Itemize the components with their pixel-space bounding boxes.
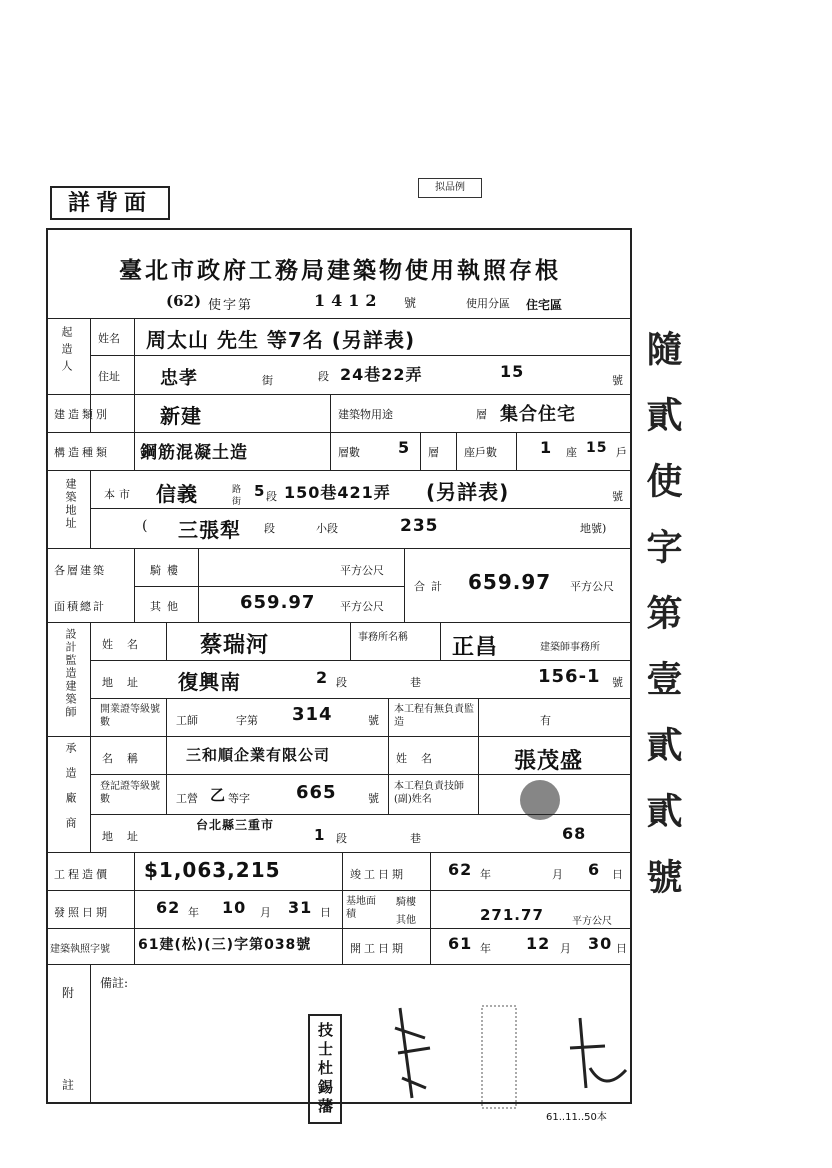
rule [48, 736, 632, 737]
site-lane-value: 150巷421弄 [284, 483, 391, 502]
area-arcade: 騎樓 [150, 564, 184, 577]
permit-word: 使字第 [208, 298, 254, 313]
contractor-name-value: 三和順企業有限公司 [186, 746, 331, 764]
issue-label: 發照日期 [54, 906, 110, 919]
rule [404, 548, 405, 622]
rule [134, 586, 404, 587]
architect-license-value: 314 [292, 704, 333, 725]
floors-unit: 層 [428, 446, 439, 459]
rule [134, 394, 135, 470]
permit-number: 1412 [314, 291, 383, 310]
architect-section-value: 2 [316, 668, 329, 687]
site-area-value: 271.77 [480, 906, 544, 924]
site-road: 路 [232, 485, 242, 495]
rule [166, 736, 167, 814]
applicant-name-value: 周太山 先生 等7名 (另詳表) [146, 328, 416, 352]
area-total-value: 659.97 [468, 570, 552, 594]
start-m: 月 [560, 942, 571, 955]
rule [330, 394, 331, 470]
site-note: (另詳表) [426, 480, 510, 504]
rule [342, 852, 343, 964]
floors-value: 5 [398, 438, 411, 457]
site-area-label: 基地面積 [346, 896, 376, 920]
signature-marks [390, 998, 640, 1120]
architect-office-suffix: 建築師事務所 [540, 642, 600, 653]
site-street: 街 [232, 497, 242, 507]
architect-number-value: 156-1 [538, 666, 601, 687]
architect-supervisor-label: 本工程有無負責監造 [394, 704, 474, 728]
remarks-label: 備註: [100, 976, 129, 990]
official-seal: 技士杜錫藩 [308, 1014, 342, 1124]
contractor-number-value: 68 [562, 824, 587, 843]
area-arcade-unit: 平方公尺 [340, 564, 384, 577]
site-area-arcade: 騎樓 [396, 897, 416, 908]
site-no: 號 [612, 490, 623, 503]
site-paren: ( [142, 518, 148, 534]
completion-label: 竣工日期 [350, 868, 406, 881]
permit-year: (62) [166, 292, 202, 310]
rule [350, 622, 351, 660]
rule [388, 698, 389, 736]
corner-stamp: 拟品例 [418, 178, 482, 198]
applicant-name-label: 姓名 [98, 332, 120, 345]
rule [48, 890, 632, 891]
start-day: 30 [588, 934, 613, 953]
rule [90, 508, 632, 509]
contractor-lane: 巷 [410, 832, 421, 845]
use-floor: 層 [476, 408, 487, 421]
contractor-license-value: 665 [296, 782, 337, 803]
rule [134, 548, 135, 622]
completion-year: 62 [448, 860, 473, 879]
use-label: 建築物用途 [338, 408, 393, 421]
rule [388, 736, 389, 814]
applicant-number-value: 15 [500, 362, 525, 381]
start-month: 12 [526, 934, 551, 953]
site-lot: 235 [400, 516, 439, 536]
applicant-street: 街 [262, 374, 273, 387]
applicant-lane-value: 24巷22弄 [340, 365, 423, 384]
site-lot-no: 地號) [580, 522, 607, 535]
rule [90, 355, 632, 356]
ink-stain [520, 780, 560, 820]
units-value: 1 [540, 438, 553, 457]
architect-address-value: 復興南 [178, 670, 241, 694]
rule [134, 852, 135, 964]
rule [90, 964, 91, 1104]
area-total-unit: 平方公尺 [570, 580, 614, 593]
rule [90, 622, 91, 852]
category-label: 建造類別 [54, 408, 110, 421]
site-land-section: 段 [264, 522, 275, 535]
contractor-duan: 段 [336, 832, 347, 845]
completion-m: 月 [552, 868, 563, 881]
contractor-license-grade: 乙 [210, 786, 227, 804]
category-value: 新建 [160, 404, 202, 428]
rule [48, 964, 632, 965]
area-label-top: 各層建築 [54, 564, 106, 577]
completion-d: 日 [612, 868, 623, 881]
area-total-label: 合計 [414, 580, 448, 593]
contractor-license-word: 等字 [228, 792, 250, 805]
rule [478, 698, 479, 736]
rule [166, 622, 167, 660]
rule [48, 548, 632, 549]
rule [48, 928, 632, 929]
issue-month: 10 [222, 898, 247, 917]
architect-license-no: 號 [368, 714, 379, 727]
permit-no-label: 建築執照字號 [50, 944, 110, 955]
site-city: 本市 [104, 488, 134, 501]
rule [48, 318, 632, 319]
architect-license-prefix: 工師 [176, 714, 198, 727]
start-label: 開工日期 [350, 942, 406, 955]
start-y: 年 [480, 942, 491, 955]
rule [166, 698, 167, 736]
structure-value: 鋼筋混凝土造 [140, 443, 248, 463]
rule [134, 318, 135, 394]
architect-no: 號 [612, 676, 623, 689]
architect-office-label: 事務所名稱 [358, 632, 408, 643]
remarks-section-bottom: 註 [62, 1078, 75, 1092]
contractor-person-value: 張茂盛 [514, 749, 584, 774]
start-year: 61 [448, 934, 473, 953]
rule [48, 852, 632, 853]
rule [48, 622, 632, 623]
architect-name-value: 蔡瑞河 [200, 633, 270, 658]
footer-print-no: 61..11..50本 [546, 1112, 607, 1123]
architect-lane: 巷 [410, 676, 421, 689]
issue-y: 年 [188, 906, 199, 919]
side-stamp-text: 隨貳使字第壹貳貳號 [641, 330, 683, 924]
site-duan: 段 [266, 490, 277, 503]
completion-day: 6 [588, 860, 601, 879]
architect-license-label: 開業證等級號數 [100, 704, 160, 728]
rule [48, 470, 632, 471]
contractor-address-label: 地址 [102, 830, 152, 843]
architect-license-word: 字第 [236, 714, 258, 727]
issue-year: 62 [156, 898, 181, 917]
rule [430, 852, 431, 964]
architect-section-label: 設計監造建築師 [64, 628, 77, 719]
permit-no: 號 [404, 296, 417, 310]
area-label-bottom: 面積總計 [54, 600, 106, 613]
issue-m: 月 [260, 906, 271, 919]
use-value: 集合住宅 [500, 404, 576, 425]
rule [440, 622, 441, 660]
contractor-person-label: 姓名 [396, 752, 446, 765]
site-subsection: 小段 [316, 522, 338, 535]
rule [198, 548, 199, 622]
contractor-license-prefix: 工營 [176, 792, 198, 805]
site-section-value: 5 [254, 482, 266, 500]
architect-duan: 段 [336, 676, 347, 689]
zone-label: 使用分區 [466, 297, 510, 310]
applicant-section-label: 起造人 [60, 326, 73, 377]
rule [48, 432, 632, 433]
units-label: 座戶數 [464, 446, 497, 459]
site-land-sec: 三張犁 [178, 518, 241, 542]
applicant-no: 號 [612, 374, 623, 387]
site-section-label: 建築地址 [64, 478, 77, 530]
site-area-unit: 平方公尺 [572, 916, 612, 927]
rule [90, 660, 632, 661]
architect-supervisor-value: 有 [540, 714, 551, 727]
cost-label: 工程造價 [54, 868, 110, 881]
site-area-other: 其他 [396, 915, 416, 926]
rule [478, 736, 479, 814]
architect-office-value: 正昌 [452, 635, 499, 660]
contractor-address-value: 台北縣三重市 [196, 818, 275, 832]
area-other-value: 659.97 [240, 592, 316, 613]
structure-label: 構造種類 [54, 446, 110, 459]
rule [456, 432, 457, 470]
area-other: 其他 [150, 600, 184, 613]
architect-name-label: 姓名 [102, 638, 152, 651]
page-title: 臺北市政府工務局建築物使用執照存根 [119, 257, 561, 284]
units-value2: 15 [586, 440, 608, 456]
contractor-name-label: 名稱 [102, 752, 152, 765]
contractor-section-label: 承造廠商 [64, 742, 77, 842]
rule [48, 394, 632, 395]
remarks-section-top: 附 [62, 986, 75, 1000]
units-unit1: 座 [566, 446, 577, 459]
completion-y: 年 [480, 868, 491, 881]
rule [516, 432, 517, 470]
zone-value: 住宅區 [526, 298, 563, 312]
applicant-section-num: 段 [318, 370, 329, 383]
contractor-tech-label: 本工程負責技師(副)姓名 [394, 781, 464, 805]
start-d: 日 [616, 942, 627, 955]
applicant-address-label: 住址 [98, 370, 120, 383]
permit-no-value: 61建(松)(三)字第038號 [138, 937, 312, 953]
rule [90, 698, 632, 699]
issue-d: 日 [320, 906, 331, 919]
contractor-section-value: 1 [314, 826, 326, 844]
rule [420, 432, 421, 470]
contractor-license-no: 號 [368, 792, 379, 805]
back-tag: 詳背面 [50, 186, 170, 220]
units-unit2: 戶 [616, 446, 627, 459]
applicant-address-value: 忠孝 [160, 368, 198, 389]
issue-day: 31 [288, 898, 313, 917]
floors-label: 層數 [338, 446, 360, 459]
rule [90, 470, 91, 548]
site-road-value: 信義 [156, 482, 198, 506]
area-other-unit: 平方公尺 [340, 600, 384, 613]
contractor-license-label: 登記證等級號數 [100, 781, 160, 805]
cost-value: $1,063,215 [144, 858, 281, 882]
architect-address-label: 地址 [102, 676, 152, 689]
